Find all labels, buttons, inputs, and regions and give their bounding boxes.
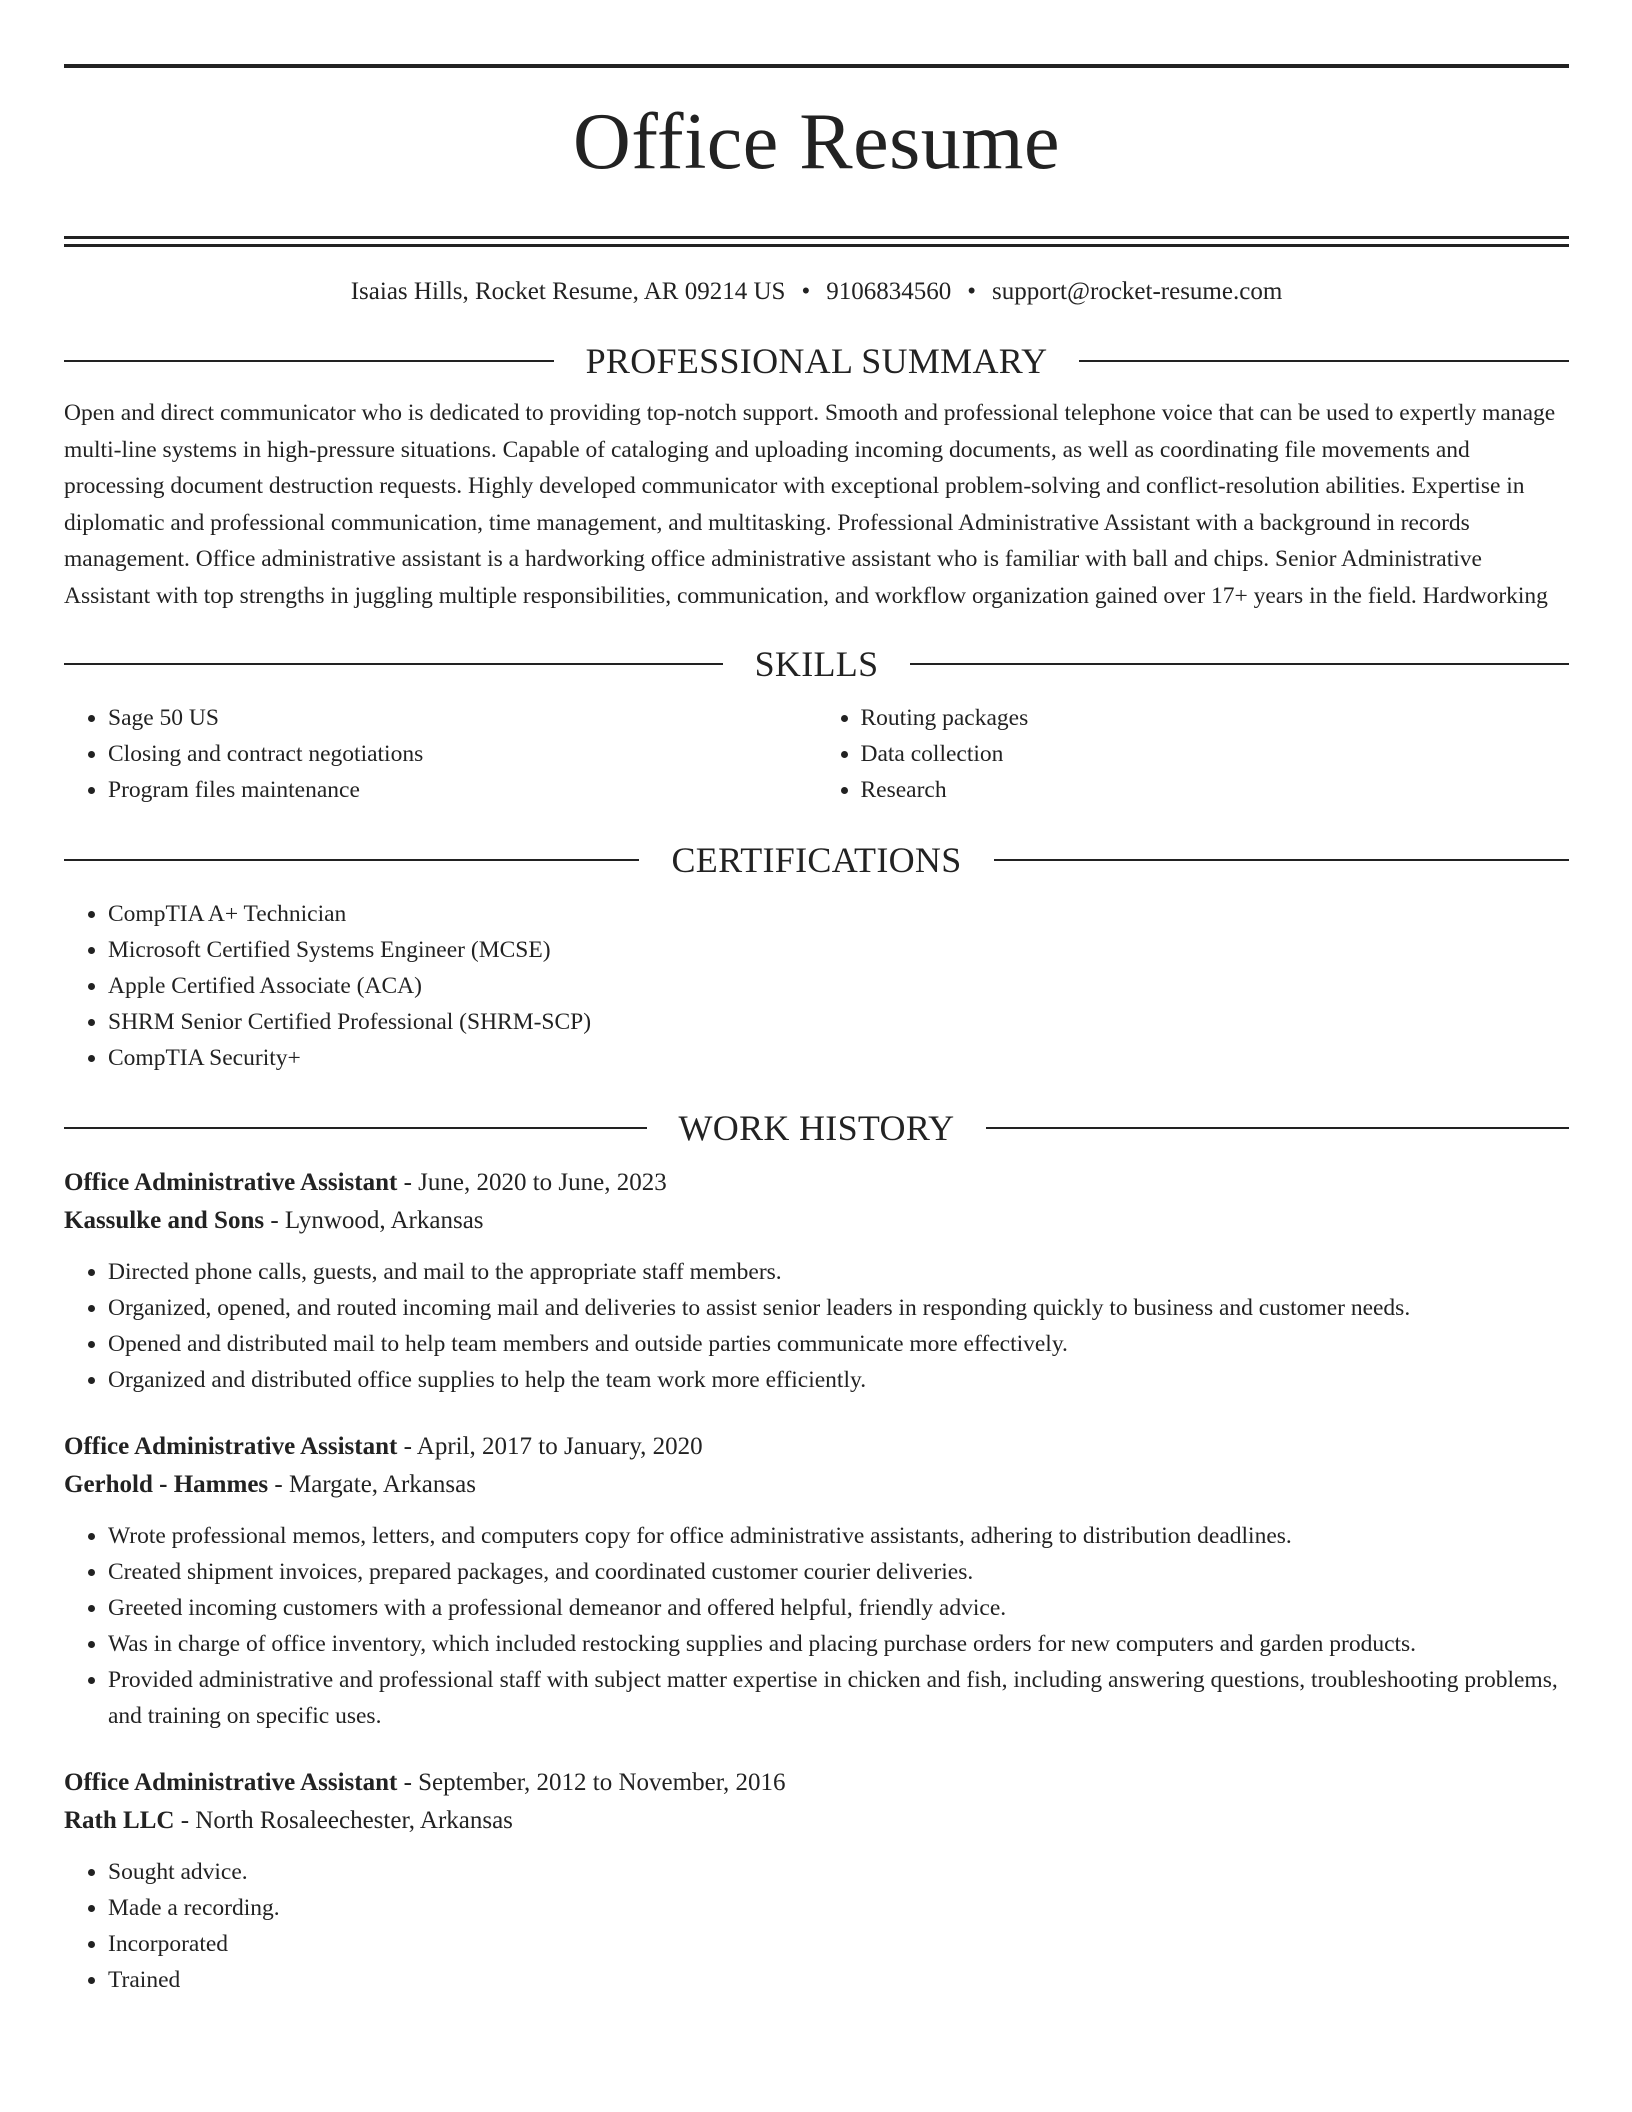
page-title: Office Resume [572, 98, 1061, 186]
job-dates: - June, 2020 to June, 2023 [397, 1169, 667, 1196]
work-history-heading-label: WORK HISTORY [678, 1108, 955, 1148]
job-title: Office Administrative Assistant [64, 1433, 398, 1460]
certifications-heading [64, 838, 1569, 882]
job-bullet: • Incorporated [108, 1926, 1569, 1962]
certification-item: • Apple Certified Associate (ACA) [108, 968, 1569, 1004]
heading-rule-left [64, 859, 639, 861]
job-bullet: • Opened and distributed mail to help team members and outside parties communicate more effectively. [108, 1326, 1569, 1362]
certifications-heading-label: CERTIFICATIONS [671, 840, 962, 880]
certification-item: • CompTIA A+ Technician [108, 896, 1569, 932]
contact-email: support@rocket-resume.com [991, 278, 1283, 305]
job-company: Rath LLC [64, 1807, 175, 1834]
contact-separator: • [801, 278, 811, 305]
top-rule [64, 64, 1569, 68]
job-bullets [64, 1518, 1569, 1734]
summary-heading [64, 339, 1569, 383]
heading-rule-right [910, 663, 1569, 665]
job-bullet: • Made a recording. [108, 1890, 1569, 1926]
skill-item: • Sage 50 US [108, 700, 817, 736]
job-title: Office Administrative Assistant [64, 1769, 398, 1796]
job-bullet: • Was in charge of office inventory, which included restocking supplies and placing purchase orders for new computers and garden products. [108, 1626, 1569, 1662]
certification-item: • Microsoft Certified Systems Engineer (MCSE) [108, 932, 1569, 968]
job-title-line [64, 1764, 1569, 1802]
title-double-rule [64, 236, 1569, 247]
skill-item: • Closing and contract negotiations [108, 736, 817, 772]
job-dates: - April, 2017 to January, 2020 [397, 1433, 703, 1460]
job-location: - Margate, Arkansas [268, 1471, 476, 1498]
job-bullet: • Greeted incoming customers with a professional demeanor and offered helpful, friendly advice. [108, 1590, 1569, 1626]
job-bullet: • Directed phone calls, guests, and mail to the appropriate staff members. [108, 1254, 1569, 1290]
heading-rule-right [1079, 360, 1569, 362]
job-entry [64, 1764, 1569, 1998]
skills-heading-label: SKILLS [754, 644, 879, 684]
job-company-line [64, 1202, 1569, 1240]
job-bullets [64, 1254, 1569, 1398]
certification-item: • SHRM Senior Certified Professional (SHRM-SCP) [108, 1004, 1569, 1040]
job-bullet: • Trained [108, 1962, 1569, 1998]
job-dates: - September, 2012 to November, 2016 [397, 1769, 786, 1796]
skills-list [64, 700, 1569, 808]
job-bullet: • Created shipment invoices, prepared packages, and coordinated customer courier deliveries. [108, 1554, 1569, 1590]
certifications-list [64, 896, 1569, 1076]
summary-text: Open and direct communicator who is dedicated to providing top-notch support. Smooth and professional telephone voice that can be used to expertly manage multi-line systems in high-pressure situations. Capable of cataloging and uploading incoming documents, as well as coordinating file movements and processing document destruction requests. Highly developed communicator with exceptional problem-solving and conflict-resolution abilities. Expertise in diplomatic and professional communication, time management, and multitasking. Professional Administrative Assistant with a background in records management. Office administrative assistant is a hardworking office administrative assistant who is familiar with ball and chips. Senior Administrative Assistant with top strengths in juggling multiple responsibilities, communication, and workflow organization gained over 17+ years in the field. Hardworking [64, 400, 1556, 609]
heading-rule-right [986, 1127, 1569, 1129]
job-bullet: • Organized and distributed office supplies to help the team work more efficiently. [108, 1362, 1569, 1398]
job-bullets [64, 1854, 1569, 1998]
job-bullet: • Sought advice. [108, 1854, 1569, 1890]
job-bullet: • Organized, opened, and routed incoming mail and deliveries to assist senior leaders in responding quickly to business and customer needs. [108, 1290, 1569, 1326]
heading-rule-right [994, 859, 1569, 861]
certification-item: • CompTIA Security+ [108, 1040, 1569, 1076]
skill-item: • Routing packages [861, 700, 1570, 736]
resume-page [64, 64, 1569, 1998]
contact-separator: • [967, 278, 976, 305]
job-company: Kassulke and Sons [64, 1207, 265, 1234]
heading-rule-left [64, 663, 723, 665]
skill-item: • Data collection [861, 736, 1570, 772]
job-title-line [64, 1164, 1569, 1202]
heading-rule-left [64, 360, 554, 362]
heading-rule-left [64, 1127, 647, 1129]
skills-column-left [64, 700, 817, 808]
contact-address: Isaias Hills, Rocket Resume, AR 09214 US [350, 278, 786, 305]
work-history-heading [64, 1106, 1569, 1150]
job-title: Office Administrative Assistant [64, 1169, 398, 1196]
summary-heading-label: PROFESSIONAL SUMMARY [585, 341, 1048, 381]
skill-item: • Research [861, 772, 1570, 808]
job-location: - Lynwood, Arkansas [264, 1207, 484, 1234]
job-bullet: • Wrote professional memos, letters, and computers copy for office administrative assistants, adhering to distribution deadlines. [108, 1518, 1569, 1554]
job-company-line [64, 1466, 1569, 1504]
job-bullet: • Provided administrative and professional staff with subject matter expertise in chicken and fish, including answering questions, troubleshooting problems, and training on specific uses. [108, 1662, 1569, 1734]
contact-phone: 9106834560 [826, 278, 952, 305]
skills-column-right [817, 700, 1570, 808]
job-company: Gerhold - Hammes [64, 1471, 269, 1498]
job-title-line [64, 1428, 1569, 1466]
contact-line [64, 275, 1569, 309]
skills-heading [64, 642, 1569, 686]
job-location: - North Rosaleechester, Arkansas [174, 1807, 513, 1834]
job-entry [64, 1164, 1569, 1398]
job-entry [64, 1428, 1569, 1734]
job-company-line [64, 1802, 1569, 1840]
skill-item: • Program files maintenance [108, 772, 817, 808]
